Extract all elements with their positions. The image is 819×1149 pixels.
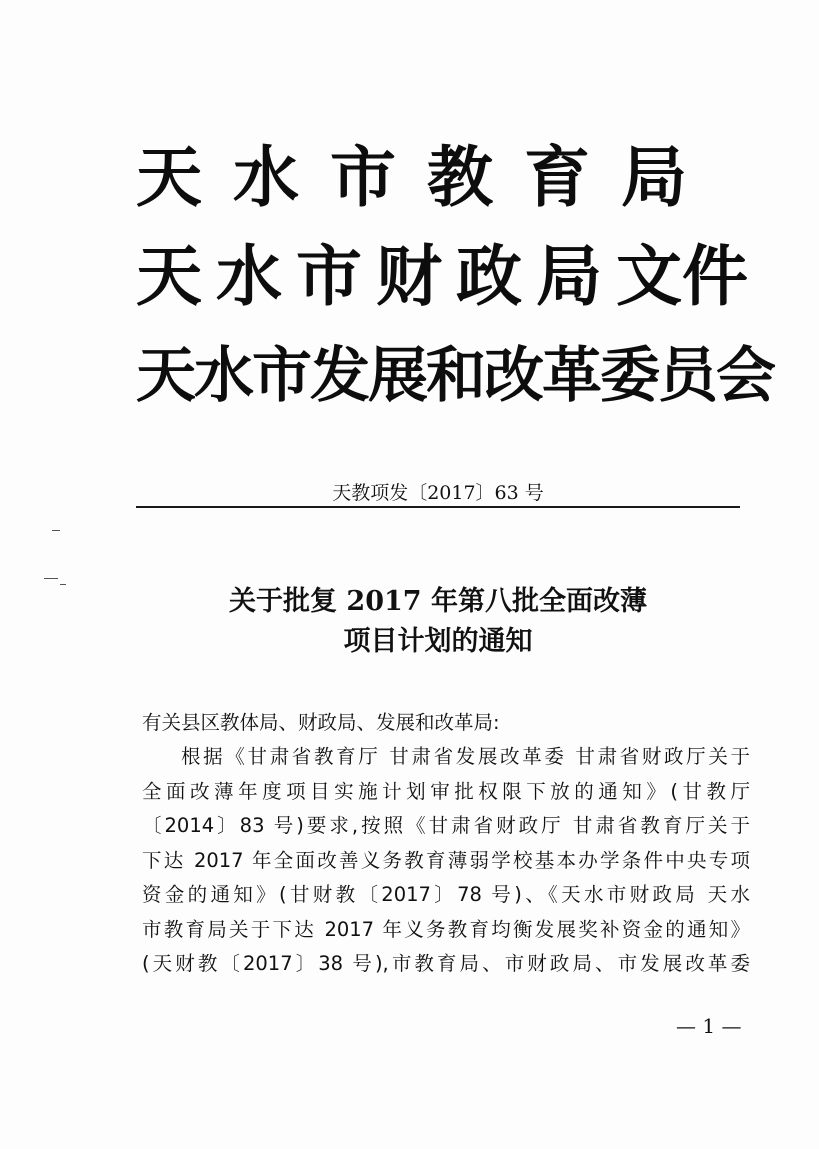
issuer-line-finance-bureau — [136, 229, 748, 325]
body-paragraph — [142, 740, 750, 982]
document-number: 天教项发〔2017〕63 号 — [332, 482, 544, 504]
body-line: 市教育局关于下达 2017 年义务教育均衡发展奖补资金的通知》 — [142, 917, 750, 941]
issuer-line-development-reform-commission: 天水市发展和改革委员会 — [136, 341, 774, 411]
header-divider — [136, 506, 740, 508]
body-line: 全面改薄年度项目实施计划审批权限下放的通知》(甘教厅 — [142, 779, 750, 803]
document-title-line-1: 关于批复 2017 年第八批全面改薄 — [229, 586, 647, 617]
scan-speck — [44, 578, 58, 579]
salutation: 有关县区教体局、财政局、发展和改革局: — [142, 711, 500, 734]
page-number: — 1 — — [676, 1014, 742, 1038]
document-title-line-2: 项目计划的通知 — [343, 626, 533, 657]
body-line: 〔2014〕83 号)要求,按照《甘肃省财政厅 甘肃省教育厅关于 — [142, 814, 750, 837]
document-label: 文件 — [616, 238, 748, 315]
body-line: (天财教〔2017〕38 号),市教育局、市财政局、市发展改革委 — [142, 952, 750, 975]
issuer-line-education-bureau: 天水市教育局 — [136, 139, 718, 216]
scan-speck — [60, 584, 66, 585]
body-line: 下达 2017 年全面改善义务教育薄弱学校基本办学条件中央专项 — [142, 848, 750, 872]
body-line: 资金的通知》(甘财教〔2017〕78 号)、《天水市财政局 天水 — [142, 883, 750, 906]
issuer-finance-bureau-name: 天水市财政局 — [136, 238, 616, 315]
scan-speck — [52, 530, 60, 531]
body-line: 根据《甘肃省教育厅 甘肃省发展改革委 甘肃省财政厅关于 — [181, 745, 750, 768]
